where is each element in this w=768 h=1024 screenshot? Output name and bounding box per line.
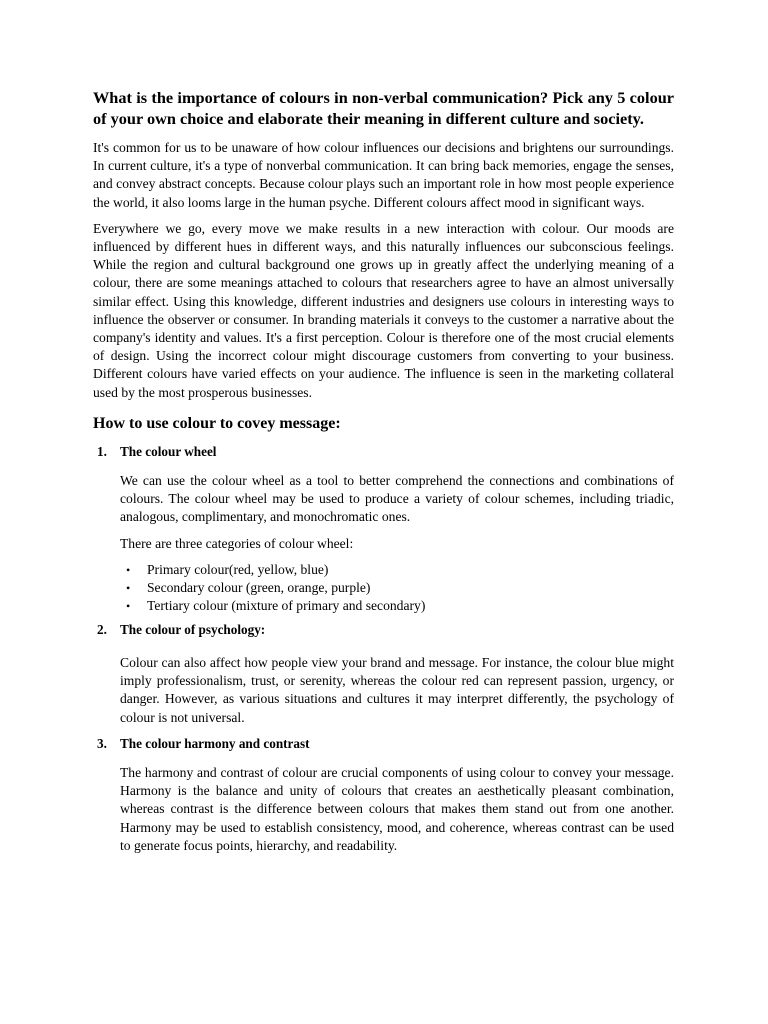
bullet-item: [120, 597, 674, 615]
intro-paragraph-1: It's common for us to be unaware of how colour influences our decisions and brightens our surroundings. In current culture, it's a type of nonverbal communication. It can bring back memories, engage the senses, and convey abstract concepts. Because colour plays such an important role in how most people experience the world, it also looms large in the human psyche. Different colours affect mood in significant ways.: [93, 140, 674, 210]
item-number: 3.: [97, 735, 107, 751]
item-paragraph: We can use the colour wheel as a tool to better comprehend the connections and combinations of colours. The colour wheel may be used to produce a variety of colour schemes, including triadic, analogous, complimentary, and monochromatic ones.: [120, 473, 674, 525]
bullet-icon: •: [126, 562, 131, 577]
document-body: [93, 87, 674, 863]
list-item-colour-psychology: [93, 621, 674, 639]
question-heading: What is the importance of colours in non-verbal communication? Pick any 5 colour of your own choice and elaborate their meaning in different culture and society.: [93, 88, 674, 128]
intro-paragraph-2: Everywhere we go, every move we make results in a new interaction with colour. Our moods are influenced by different hues in different ways, and this naturally influences our subconscious feelings. While the region and cultural background one grows up in greatly affect the underlying meaning of a colour, there are some meanings attached to colours that researchers agree to have an almost universally similar effect. Using this knowledge, different industries and designers use colours in interesting ways to influence the observer or consumer. In branding materials it conveys to the customer a narrative about the company's identity and values. It's a first perception. Colour is therefore one of the most crucial elements of design. Using the incorrect colour might discourage customers from converting to your business. Different colours have varied effects on your audience. The influence is seen in the marketing collateral used by the most prosperous businesses.: [93, 220, 674, 400]
bullet-icon: •: [126, 598, 131, 613]
item-title: The colour harmony and contrast: [120, 735, 310, 751]
bullet-list: [120, 561, 674, 615]
bullet-item: [120, 561, 674, 579]
list-item-colour-wheel: [93, 443, 674, 461]
item-title: The colour of psychology:: [120, 621, 266, 637]
bullet-icon: •: [126, 580, 131, 595]
bullet-text: Secondary colour (green, orange, purple): [147, 579, 371, 595]
item-body-colour-wheel: [120, 472, 674, 615]
list-item-harmony-contrast: [93, 735, 674, 753]
bullet-item: [120, 579, 674, 597]
item-paragraph: The harmony and contrast of colour are crucial components of using colour to convey your message. Harmony is the balance and unity of colours that creates an aesthetically pleasant combination, whereas contrast is the difference between colours that makes them stand out from one another. Harmony may be used to establish consistency, mood, and coherence, whereas contrast can be used to generate focus points, hierarchy, and readability.: [120, 765, 674, 853]
item-body-harmony-contrast: [120, 764, 674, 855]
item-number: 1.: [97, 443, 107, 459]
bullet-text: Tertiary colour (mixture of primary and secondary): [147, 597, 426, 613]
item-paragraph: Colour can also affect how people view your brand and message. For instance, the colour blue might imply professionalism, trust, or serenity, whereas the colour red can represent passion, urgency, or danger. However, as various situations and cultures it may interpret differently, the psychology of colour is not universal.: [120, 655, 674, 725]
item-number: 2.: [97, 621, 107, 637]
item-paragraph: There are three categories of colour wheel:: [120, 535, 354, 551]
item-title: The colour wheel: [120, 443, 217, 459]
bullet-text: Primary colour(red, yellow, blue): [147, 561, 329, 577]
section-heading: How to use colour to covey message:: [93, 414, 341, 432]
item-body-colour-psychology: [120, 654, 674, 727]
